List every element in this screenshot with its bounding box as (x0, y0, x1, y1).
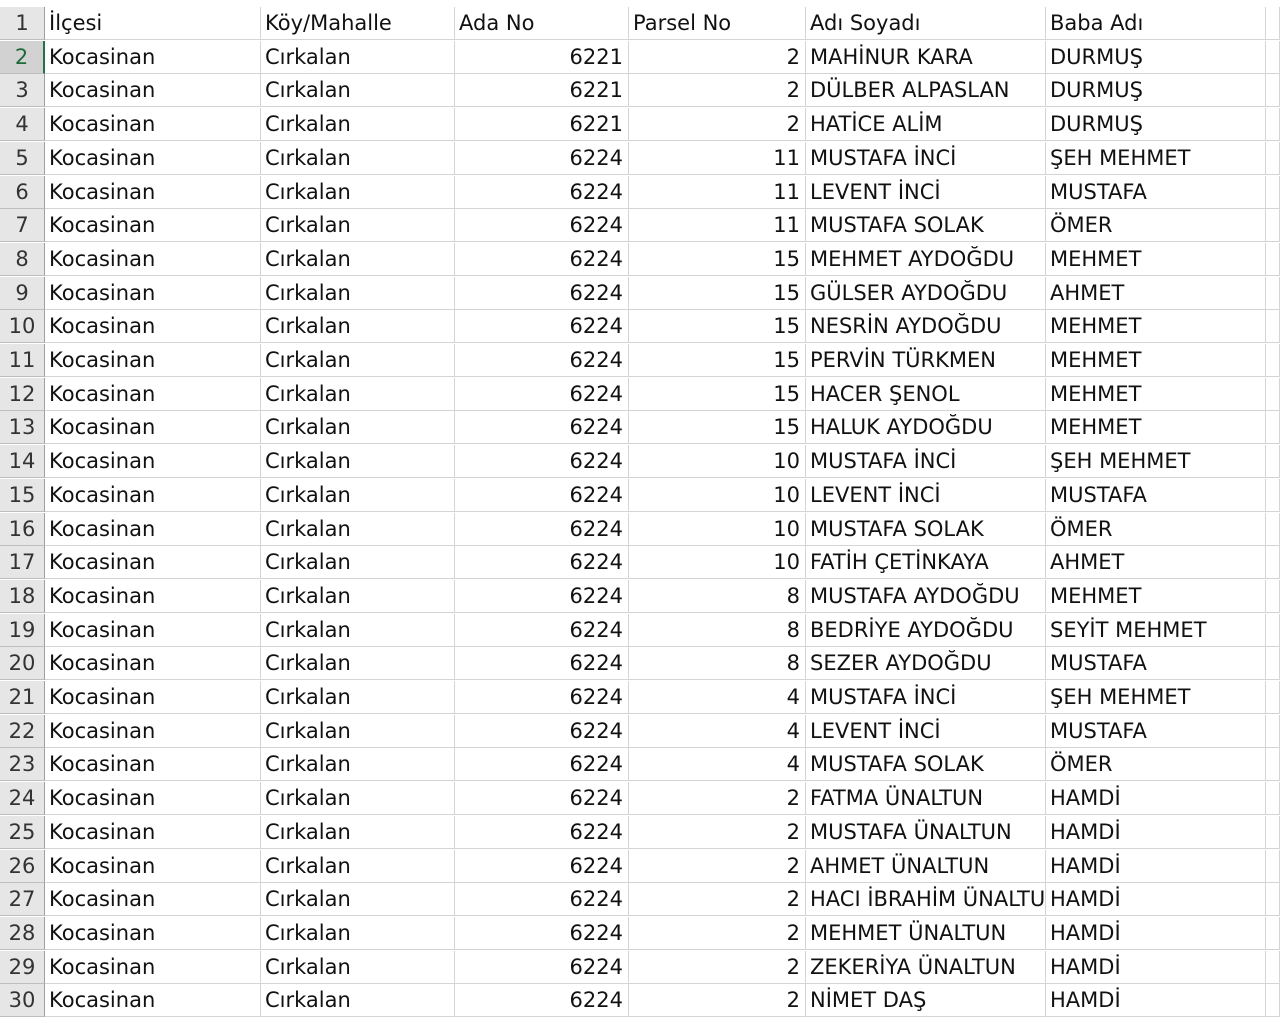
cell-ilcesi[interactable]: Kocasinan (45, 142, 261, 175)
cell-parsel-no[interactable]: 2 (629, 782, 806, 815)
row-header[interactable]: 26 (0, 850, 45, 883)
cell-parsel-no[interactable]: 15 (629, 344, 806, 377)
cell-baba-adi[interactable]: HAMDİ (1046, 782, 1266, 815)
cell-baba-adi[interactable]: MEHMET (1046, 411, 1266, 444)
row-header[interactable]: 1 (0, 7, 45, 40)
cell-ada-no[interactable]: 6221 (455, 74, 629, 107)
cell-ada-no[interactable]: 6224 (455, 513, 629, 546)
table-row (0, 951, 1280, 985)
cell-koy-mahalle[interactable]: Cırkalan (261, 816, 455, 849)
cell-ilcesi[interactable]: Kocasinan (45, 277, 261, 310)
empty-cell[interactable] (1266, 580, 1280, 613)
table-row (0, 580, 1280, 614)
empty-cell[interactable] (1266, 243, 1280, 276)
cell-adi-soyadi[interactable]: HACI İBRAHİM ÜNALTU (806, 883, 1046, 916)
cell-baba-adi[interactable]: MEHMET (1046, 378, 1266, 411)
empty-cell[interactable] (1266, 951, 1280, 984)
row-header[interactable]: 21 (0, 681, 45, 714)
cell-ilcesi[interactable]: Kocasinan (45, 108, 261, 141)
header-cell-adi-soyadi[interactable]: Adı Soyadı (806, 7, 1046, 40)
cell-koy-mahalle[interactable]: Cırkalan (261, 378, 455, 411)
cell-parsel-no[interactable]: 15 (629, 378, 806, 411)
table-row (0, 816, 1280, 850)
table-row (0, 445, 1280, 479)
row-header[interactable]: 22 (0, 715, 45, 748)
table-row (0, 513, 1280, 547)
cell-parsel-no[interactable]: 15 (629, 310, 806, 343)
cell-adi-soyadi[interactable]: LEVENT İNCİ (806, 176, 1046, 209)
cell-ilcesi[interactable]: Kocasinan (45, 411, 261, 444)
row-header[interactable]: 24 (0, 782, 45, 815)
row-header[interactable]: 19 (0, 614, 45, 647)
cell-baba-adi[interactable]: HAMDİ (1046, 883, 1266, 916)
table-row (0, 411, 1280, 445)
empty-cell[interactable] (1266, 917, 1280, 950)
table-row (0, 748, 1280, 782)
row-header[interactable]: 15 (0, 479, 45, 512)
cell-adi-soyadi[interactable]: MAHİNUR KARA (806, 41, 1046, 74)
cell-parsel-no[interactable]: 2 (629, 41, 806, 74)
cell-ilcesi[interactable]: Kocasinan (45, 580, 261, 613)
table-row (0, 850, 1280, 884)
table-row (0, 479, 1280, 513)
cell-parsel-no[interactable]: 4 (629, 681, 806, 714)
empty-cell[interactable] (1266, 681, 1280, 714)
cell-ada-no[interactable]: 6224 (455, 917, 629, 950)
header-cell-parsel-no[interactable]: Parsel No (629, 7, 806, 40)
cell-adi-soyadi[interactable]: DÜLBER ALPASLAN (806, 74, 1046, 107)
cell-baba-adi[interactable]: DURMUŞ (1046, 108, 1266, 141)
table-row (0, 142, 1280, 176)
header-cell-baba-adi[interactable]: Baba Adı (1046, 7, 1266, 40)
empty-cell[interactable] (1266, 445, 1280, 478)
table-row (0, 108, 1280, 142)
cell-ilcesi[interactable]: Kocasinan (45, 681, 261, 714)
cell-ada-no[interactable]: 6224 (455, 782, 629, 815)
empty-cell[interactable] (1266, 108, 1280, 141)
cell-baba-adi[interactable]: HAMDİ (1046, 984, 1266, 1017)
cell-koy-mahalle[interactable]: Cırkalan (261, 715, 455, 748)
cell-ada-no[interactable]: 6224 (455, 277, 629, 310)
header-cell-ada-no[interactable]: Ada No (455, 7, 629, 40)
row-header[interactable]: 8 (0, 243, 45, 276)
cell-ilcesi[interactable]: Kocasinan (45, 546, 261, 579)
cell-baba-adi[interactable]: AHMET (1046, 277, 1266, 310)
cell-parsel-no[interactable]: 11 (629, 176, 806, 209)
row-header[interactable]: 28 (0, 917, 45, 950)
row-header[interactable]: 3 (0, 74, 45, 107)
cell-baba-adi[interactable]: HAMDİ (1046, 850, 1266, 883)
cell-baba-adi[interactable]: ŞEH MEHMET (1046, 681, 1266, 714)
cell-parsel-no[interactable]: 2 (629, 108, 806, 141)
cell-adi-soyadi[interactable]: MUSTAFA ÜNALTUN (806, 816, 1046, 849)
cell-adi-soyadi[interactable]: MEHMET ÜNALTUN (806, 917, 1046, 950)
cell-ilcesi[interactable]: Kocasinan (45, 74, 261, 107)
row-header[interactable]: 27 (0, 883, 45, 916)
cell-ada-no[interactable]: 6224 (455, 445, 629, 478)
row-header[interactable]: 5 (0, 142, 45, 175)
cell-koy-mahalle[interactable]: Cırkalan (261, 614, 455, 647)
cell-koy-mahalle[interactable]: Cırkalan (261, 445, 455, 478)
cell-parsel-no[interactable]: 11 (629, 142, 806, 175)
cell-adi-soyadi[interactable]: MUSTAFA SOLAK (806, 209, 1046, 242)
table-row (0, 917, 1280, 951)
table-row (0, 243, 1280, 277)
cell-ilcesi[interactable]: Kocasinan (45, 310, 261, 343)
cell-ada-no[interactable]: 6224 (455, 816, 629, 849)
cell-baba-adi[interactable]: ŞEH MEHMET (1046, 142, 1266, 175)
cell-ilcesi[interactable]: Kocasinan (45, 816, 261, 849)
table-row (0, 378, 1280, 412)
row-header[interactable]: 4 (0, 108, 45, 141)
cell-koy-mahalle[interactable]: Cırkalan (261, 681, 455, 714)
empty-cell[interactable] (1266, 816, 1280, 849)
cell-baba-adi[interactable]: MUSTAFA (1046, 647, 1266, 680)
cell-adi-soyadi[interactable]: NİMET DAŞ (806, 984, 1046, 1017)
cell-ilcesi[interactable]: Kocasinan (45, 782, 261, 815)
cell-parsel-no[interactable]: 4 (629, 748, 806, 781)
cell-parsel-no[interactable]: 15 (629, 411, 806, 444)
row-header[interactable]: 23 (0, 748, 45, 781)
cell-ada-no[interactable]: 6224 (455, 580, 629, 613)
cell-koy-mahalle[interactable]: Cırkalan (261, 243, 455, 276)
cell-ilcesi[interactable]: Kocasinan (45, 479, 261, 512)
empty-cell[interactable] (1266, 748, 1280, 781)
empty-cell[interactable] (1266, 782, 1280, 815)
cell-ada-no[interactable]: 6224 (455, 850, 629, 883)
cell-koy-mahalle[interactable]: Cırkalan (261, 277, 455, 310)
empty-cell[interactable] (1266, 850, 1280, 883)
empty-cell[interactable] (1266, 546, 1280, 579)
cell-adi-soyadi[interactable]: PERVİN TÜRKMEN (806, 344, 1046, 377)
empty-cell[interactable] (1266, 378, 1280, 411)
cell-adi-soyadi[interactable]: MUSTAFA İNCİ (806, 445, 1046, 478)
table-row (0, 74, 1280, 108)
row-header[interactable]: 12 (0, 378, 45, 411)
cell-koy-mahalle[interactable]: Cırkalan (261, 209, 455, 242)
row-header[interactable]: 6 (0, 176, 45, 209)
table-row (0, 310, 1280, 344)
cell-ada-no[interactable]: 6224 (455, 546, 629, 579)
cell-parsel-no[interactable]: 8 (629, 647, 806, 680)
table-row (0, 715, 1280, 749)
empty-cell[interactable] (1266, 647, 1280, 680)
cell-parsel-no[interactable]: 15 (629, 243, 806, 276)
cell-koy-mahalle[interactable]: Cırkalan (261, 580, 455, 613)
cell-ada-no[interactable]: 6224 (455, 614, 629, 647)
cell-koy-mahalle[interactable]: Cırkalan (261, 310, 455, 343)
cell-adi-soyadi[interactable]: MUSTAFA SOLAK (806, 513, 1046, 546)
cell-adi-soyadi[interactable]: MUSTAFA İNCİ (806, 681, 1046, 714)
cell-ada-no[interactable]: 6224 (455, 647, 629, 680)
cell-ada-no[interactable]: 6224 (455, 243, 629, 276)
cell-adi-soyadi[interactable]: ZEKERİYA ÜNALTUN (806, 951, 1046, 984)
cell-baba-adi[interactable]: MEHMET (1046, 344, 1266, 377)
table-row (0, 681, 1280, 715)
cell-ilcesi[interactable]: Kocasinan (45, 378, 261, 411)
cell-parsel-no[interactable]: 8 (629, 614, 806, 647)
cell-koy-mahalle[interactable]: Cırkalan (261, 344, 455, 377)
cell-ada-no[interactable]: 6224 (455, 681, 629, 714)
cell-ilcesi[interactable]: Kocasinan (45, 917, 261, 950)
cell-ada-no[interactable]: 6224 (455, 715, 629, 748)
cell-adi-soyadi[interactable]: FATMA ÜNALTUN (806, 782, 1046, 815)
row-header[interactable]: 20 (0, 647, 45, 680)
table-row (0, 344, 1280, 378)
cell-koy-mahalle[interactable]: Cırkalan (261, 176, 455, 209)
cell-parsel-no[interactable]: 2 (629, 883, 806, 916)
table-row (0, 614, 1280, 648)
cell-adi-soyadi[interactable]: FATİH ÇETİNKAYA (806, 546, 1046, 579)
cell-baba-adi[interactable]: ÖMER (1046, 748, 1266, 781)
cell-baba-adi[interactable]: ÖMER (1046, 209, 1266, 242)
row-header[interactable]: 25 (0, 816, 45, 849)
cell-baba-adi[interactable]: SEYİT MEHMET (1046, 614, 1266, 647)
row-header[interactable]: 17 (0, 546, 45, 579)
row-header[interactable]: 30 (0, 984, 45, 1017)
row-header[interactable]: 18 (0, 580, 45, 613)
cell-adi-soyadi[interactable]: NESRİN AYDOĞDU (806, 310, 1046, 343)
cell-ada-no[interactable]: 6224 (455, 748, 629, 781)
cell-koy-mahalle[interactable]: Cırkalan (261, 850, 455, 883)
empty-cell[interactable] (1266, 344, 1280, 377)
cell-adi-soyadi[interactable]: SEZER AYDOĞDU (806, 647, 1046, 680)
header-cell-koy-mahalle[interactable]: Köy/Mahalle (261, 7, 455, 40)
empty-cell[interactable] (1266, 715, 1280, 748)
cell-baba-adi[interactable]: HAMDİ (1046, 816, 1266, 849)
cell-koy-mahalle[interactable]: Cırkalan (261, 513, 455, 546)
cell-baba-adi[interactable]: DURMUŞ (1046, 41, 1266, 74)
cell-baba-adi[interactable]: MUSTAFA (1046, 715, 1266, 748)
cell-koy-mahalle[interactable]: Cırkalan (261, 41, 455, 74)
table-row (0, 277, 1280, 311)
cell-ilcesi[interactable]: Kocasinan (45, 850, 261, 883)
cell-adi-soyadi[interactable]: BEDRİYE AYDOĞDU (806, 614, 1046, 647)
table-row (0, 883, 1280, 917)
cell-ilcesi[interactable]: Kocasinan (45, 951, 261, 984)
empty-cell[interactable] (1266, 614, 1280, 647)
cell-ilcesi[interactable]: Kocasinan (45, 614, 261, 647)
cell-adi-soyadi[interactable]: GÜLSER AYDOĞDU (806, 277, 1046, 310)
cell-baba-adi[interactable]: DURMUŞ (1046, 74, 1266, 107)
cell-baba-adi[interactable]: MUSTAFA (1046, 176, 1266, 209)
cell-parsel-no[interactable]: 10 (629, 546, 806, 579)
cell-ada-no[interactable]: 6224 (455, 209, 629, 242)
cell-parsel-no[interactable]: 2 (629, 984, 806, 1017)
cell-ada-no[interactable]: 6224 (455, 951, 629, 984)
cell-koy-mahalle[interactable]: Cırkalan (261, 883, 455, 916)
cell-parsel-no[interactable]: 2 (629, 816, 806, 849)
empty-cell[interactable] (1266, 209, 1280, 242)
cell-parsel-no[interactable]: 10 (629, 479, 806, 512)
empty-cell[interactable] (1266, 310, 1280, 343)
cell-koy-mahalle[interactable]: Cırkalan (261, 917, 455, 950)
cell-baba-adi[interactable]: MEHMET (1046, 243, 1266, 276)
cell-ilcesi[interactable]: Kocasinan (45, 647, 261, 680)
empty-cell[interactable] (1266, 176, 1280, 209)
cell-ilcesi[interactable]: Kocasinan (45, 41, 261, 74)
table-row (0, 647, 1280, 681)
table-row (0, 41, 1280, 75)
table-row (0, 782, 1280, 816)
empty-cell[interactable] (1266, 883, 1280, 916)
cell-ilcesi[interactable]: Kocasinan (45, 445, 261, 478)
cell-parsel-no[interactable]: 15 (629, 277, 806, 310)
empty-cell[interactable] (1266, 411, 1280, 444)
cell-baba-adi[interactable]: AHMET (1046, 546, 1266, 579)
cell-koy-mahalle[interactable]: Cırkalan (261, 74, 455, 107)
cell-ada-no[interactable]: 6224 (455, 479, 629, 512)
cell-ilcesi[interactable]: Kocasinan (45, 176, 261, 209)
cell-adi-soyadi[interactable]: MUSTAFA İNCİ (806, 142, 1046, 175)
empty-cell[interactable] (1266, 479, 1280, 512)
cell-koy-mahalle[interactable]: Cırkalan (261, 984, 455, 1017)
cell-ilcesi[interactable]: Kocasinan (45, 243, 261, 276)
header-cell-ilcesi[interactable]: İlçesi (45, 7, 261, 40)
cell-baba-adi[interactable]: MUSTAFA (1046, 479, 1266, 512)
cell-ada-no[interactable]: 6224 (455, 310, 629, 343)
row-header[interactable]: 29 (0, 951, 45, 984)
cell-parsel-no[interactable]: 2 (629, 850, 806, 883)
cell-koy-mahalle[interactable]: Cırkalan (261, 108, 455, 141)
cell-koy-mahalle[interactable]: Cırkalan (261, 951, 455, 984)
empty-cell[interactable] (1266, 984, 1280, 1017)
cell-adi-soyadi[interactable]: MEHMET AYDOĞDU (806, 243, 1046, 276)
row-header[interactable]: 11 (0, 344, 45, 377)
cell-koy-mahalle[interactable]: Cırkalan (261, 748, 455, 781)
cell-adi-soyadi[interactable]: HACER ŞENOL (806, 378, 1046, 411)
cell-ilcesi[interactable]: Kocasinan (45, 984, 261, 1017)
cell-baba-adi[interactable]: ÖMER (1046, 513, 1266, 546)
cell-adi-soyadi[interactable]: LEVENT İNCİ (806, 715, 1046, 748)
cell-parsel-no[interactable]: 2 (629, 951, 806, 984)
cell-parsel-no[interactable]: 11 (629, 209, 806, 242)
cell-ilcesi[interactable]: Kocasinan (45, 209, 261, 242)
cell-ada-no[interactable]: 6224 (455, 984, 629, 1017)
empty-cell[interactable] (1266, 277, 1280, 310)
cell-baba-adi[interactable]: MEHMET (1046, 580, 1266, 613)
sheet-bottom-edge (0, 1017, 1280, 1026)
cell-ilcesi[interactable]: Kocasinan (45, 344, 261, 377)
empty-cell[interactable] (1266, 142, 1280, 175)
table-row (0, 176, 1280, 210)
empty-cell[interactable] (1266, 41, 1280, 74)
cell-baba-adi[interactable]: MEHMET (1046, 310, 1266, 343)
cell-koy-mahalle[interactable]: Cırkalan (261, 479, 455, 512)
cell-ada-no[interactable]: 6224 (455, 344, 629, 377)
cell-ilcesi[interactable]: Kocasinan (45, 748, 261, 781)
cell-koy-mahalle[interactable]: Cırkalan (261, 546, 455, 579)
cell-ada-no[interactable]: 6224 (455, 176, 629, 209)
row-header[interactable]: 13 (0, 411, 45, 444)
cell-ada-no[interactable]: 6221 (455, 108, 629, 141)
empty-cell[interactable] (1266, 513, 1280, 546)
empty-cell[interactable] (1266, 7, 1280, 40)
cell-ada-no[interactable]: 6224 (455, 883, 629, 916)
cell-baba-adi[interactable]: HAMDİ (1046, 951, 1266, 984)
cell-koy-mahalle[interactable]: Cırkalan (261, 782, 455, 815)
cell-parsel-no[interactable]: 8 (629, 580, 806, 613)
cell-ada-no[interactable]: 6224 (455, 411, 629, 444)
cell-koy-mahalle[interactable]: Cırkalan (261, 647, 455, 680)
cell-parsel-no[interactable]: 2 (629, 74, 806, 107)
row-header[interactable]: 2 (0, 41, 45, 74)
cell-koy-mahalle[interactable]: Cırkalan (261, 411, 455, 444)
cell-ilcesi[interactable]: Kocasinan (45, 715, 261, 748)
table-row (0, 546, 1280, 580)
row-header[interactable]: 10 (0, 310, 45, 343)
cell-adi-soyadi[interactable]: LEVENT İNCİ (806, 479, 1046, 512)
cell-adi-soyadi[interactable]: MUSTAFA SOLAK (806, 748, 1046, 781)
cell-koy-mahalle[interactable]: Cırkalan (261, 142, 455, 175)
cell-parsel-no[interactable]: 10 (629, 445, 806, 478)
empty-cell[interactable] (1266, 74, 1280, 107)
cell-ada-no[interactable]: 6224 (455, 142, 629, 175)
cell-adi-soyadi[interactable]: AHMET ÜNALTUN (806, 850, 1046, 883)
cell-baba-adi[interactable]: ŞEH MEHMET (1046, 445, 1266, 478)
row-header[interactable]: 14 (0, 445, 45, 478)
cell-adi-soyadi[interactable]: HATİCE ALİM (806, 108, 1046, 141)
cell-ada-no[interactable]: 6224 (455, 378, 629, 411)
cell-ilcesi[interactable]: Kocasinan (45, 883, 261, 916)
cell-ada-no[interactable]: 6221 (455, 41, 629, 74)
cell-baba-adi[interactable]: HAMDİ (1046, 917, 1266, 950)
row-header[interactable]: 16 (0, 513, 45, 546)
table-row (0, 209, 1280, 243)
cell-ilcesi[interactable]: Kocasinan (45, 513, 261, 546)
table-row (0, 984, 1280, 1018)
cell-adi-soyadi[interactable]: MUSTAFA AYDOĞDU (806, 580, 1046, 613)
cell-adi-soyadi[interactable]: HALUK AYDOĞDU (806, 411, 1046, 444)
header-row (0, 7, 1280, 41)
cell-parsel-no[interactable]: 10 (629, 513, 806, 546)
cell-parsel-no[interactable]: 4 (629, 715, 806, 748)
row-header[interactable]: 7 (0, 209, 45, 242)
cell-parsel-no[interactable]: 2 (629, 917, 806, 950)
row-header[interactable]: 9 (0, 277, 45, 310)
